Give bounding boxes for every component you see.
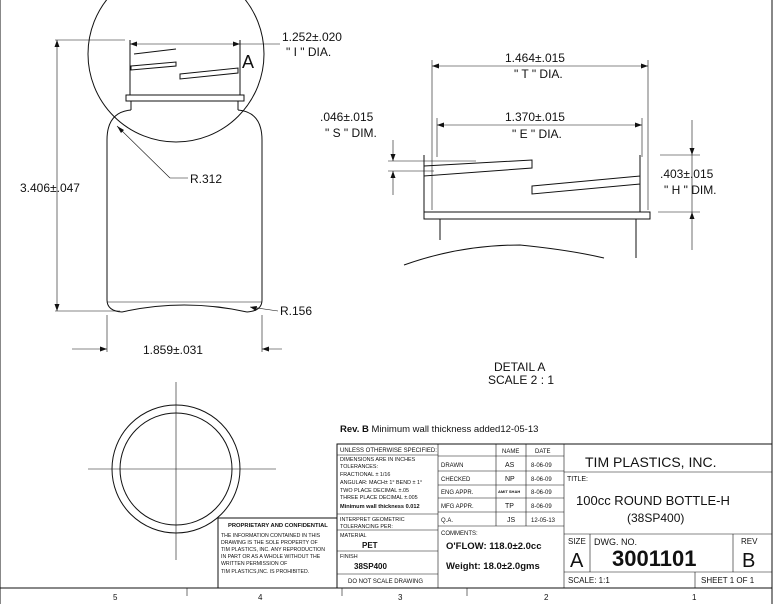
material-value: PET [362, 541, 378, 550]
bottle-side-view [107, 40, 262, 312]
row-role: DRAWN [441, 463, 464, 469]
detail-a-title: DETAIL A [494, 360, 546, 374]
rev-label: REV [741, 537, 758, 546]
tolerance-angular: ANGULAR: MACH± 1° BEND ± 1° [340, 480, 423, 486]
row-role: MFG APPR. [441, 504, 474, 510]
radius-bottom-value: R.156 [280, 304, 313, 318]
dim-t-label: " T " DIA. [514, 67, 563, 81]
company-name: TIM PLASTICS, INC. [585, 454, 717, 470]
row-role: Q.A. [441, 518, 454, 524]
proprietary-line: TIM PLASTICS, INC. ANY REPRODUCTION [221, 547, 325, 553]
proprietary-line: IN PART OR AS A WHOLE WITHOUT THE [221, 554, 321, 560]
row-name: TP [505, 503, 514, 510]
detail-a-view [404, 155, 650, 265]
comments-label: COMMENTS: [441, 531, 478, 537]
row-date: 12-05-13 [531, 518, 556, 524]
dim-t-value: 1.464±.015 [505, 51, 565, 65]
dwg-no-label: DWG. NO. [594, 537, 637, 547]
weight-spec: Weight: 18.0±2.0gms [446, 561, 540, 572]
dim-e-value: 1.370±.015 [505, 110, 565, 124]
zone-1: 1 [692, 593, 697, 602]
tolerance-three-place: THREE PLACE DECIMAL ±.005 [340, 495, 418, 501]
unless-specified: UNLESS OTHERWISE SPECIFIED: [340, 448, 437, 454]
row-name: AMIT SHAH [498, 489, 521, 494]
revision-text: Minimum wall thickness added [368, 424, 501, 435]
proprietary-heading: PROPRIETARY AND CONFIDENTIAL [228, 523, 328, 529]
revision-note [340, 424, 538, 435]
zone-5: 5 [113, 593, 118, 602]
zone-2: 2 [544, 593, 549, 602]
proprietary-line: DRAWING IS THE SOLE PROPERTY OF [221, 540, 318, 546]
dim-h-value: .403±.015 [660, 167, 714, 181]
size-label: SIZE [568, 537, 586, 546]
dwg-no-value: 3001101 [612, 546, 697, 571]
row-name: JS [507, 517, 516, 524]
row-name: NP [505, 476, 515, 483]
row-role: CHECKED [441, 477, 471, 483]
rev-value: B [742, 550, 756, 572]
min-wall-thickness: Minimum wall thickness 0.012 [340, 504, 420, 510]
row-date: 8-06-09 [531, 504, 552, 510]
do-not-scale: DO NOT SCALE DRAWING [348, 579, 424, 585]
part-title-line2: (38SP400) [627, 511, 685, 525]
proprietary-line: TIM PLASTICS,INC. IS PROHIBITED. [221, 569, 310, 575]
finish-value: 38SP400 [354, 562, 387, 571]
overflow-spec: O'FLOW: 118.0±2.0cc [446, 541, 542, 552]
zone-4: 4 [258, 593, 263, 602]
tolerance-fractional: FRACTIONAL ± 1/16 [340, 472, 391, 478]
col-name-header: NAME [502, 449, 520, 455]
detail-a-callout: A [242, 52, 255, 72]
revision-label: Rev. B [340, 424, 369, 435]
radius-top-leader [117, 126, 188, 178]
dim-i-value: 1.252±.020 [282, 30, 342, 44]
finish-label: FINISH [340, 554, 358, 560]
scale-value: SCALE: 1:1 [568, 576, 610, 585]
proprietary-line: WRITTEN PERMISSION OF [221, 561, 288, 567]
title-label: TITLE: [567, 476, 589, 483]
dim-height-value: 3.406±.047 [20, 181, 80, 195]
zone-3: 3 [398, 593, 403, 602]
row-role: ENG APPR. [441, 490, 474, 496]
proprietary-line: THE INFORMATION CONTAINED IN THIS [221, 533, 321, 539]
dim-h-label: " H " DIM. [664, 183, 717, 197]
dim-i-lines [130, 42, 280, 47]
detail-a-scale: SCALE 2 : 1 [488, 373, 555, 387]
material-label: MATERIAL [340, 533, 367, 539]
row-date: 8-06-09 [531, 463, 552, 469]
dim-s-value: .046±.015 [320, 110, 374, 124]
dim-width-value: 1.859±.031 [143, 343, 203, 357]
radius-top-value: R.312 [190, 172, 223, 186]
revision-date: 12-05-13 [500, 424, 539, 435]
row-name: AS [505, 462, 515, 469]
tolerance-two-place: TWO PLACE DECIMAL ±.05 [340, 488, 409, 494]
col-date-header: DATE [535, 449, 551, 455]
dim-s-label: " S " DIM. [325, 126, 377, 140]
interpret-geometric: INTERPRET GEOMETRIC [340, 517, 405, 523]
tolerancing-per: TOLERANCING PER: [340, 524, 393, 530]
sheet-value: SHEET 1 OF 1 [701, 576, 755, 585]
size-value: A [570, 550, 584, 572]
dim-e-label: " E " DIA. [512, 127, 562, 141]
row-date: 8-06-09 [531, 490, 552, 496]
dim-height-lines [55, 40, 126, 311]
row-date: 8-06-09 [531, 477, 552, 483]
dim-i-label: " I " DIA. [286, 45, 332, 59]
part-title-line1: 100cc ROUND BOTTLE-H [576, 493, 730, 508]
dims-in-inches: DIMENSIONS ARE IN INCHES [340, 457, 416, 463]
tolerances-label: TOLERANCES: [340, 464, 378, 470]
